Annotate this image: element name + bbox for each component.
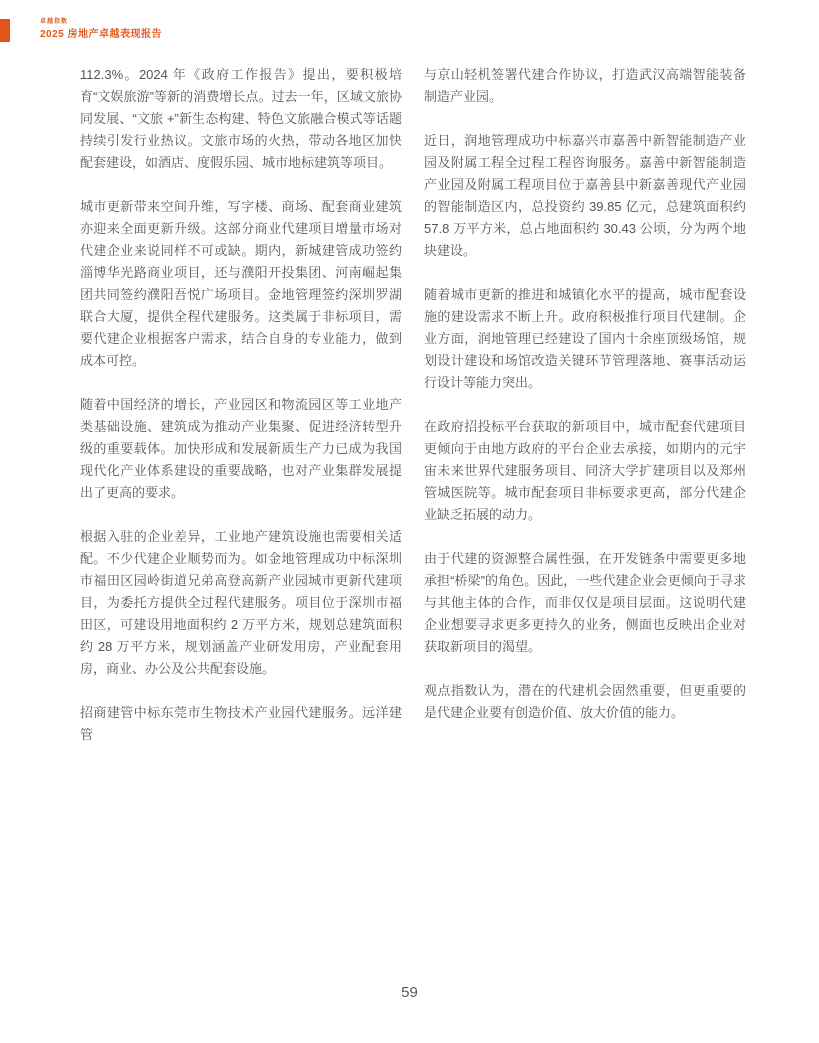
paragraph: 城市更新带来空间升维，写字楼、商场、配套商业建筑亦迎来全面更新升级。这部分商业代建项目增量市场对代建企业来说同样不可或缺。期内，新城建管成功签约淄博华光路商业项目，还与濮阳开投集团、河南崛起集团共同签约濮阳吾悦广场项目。金地管理签约深圳罗湖联合大厦，提供全程代建服务。这类属于非标项目，需要代建企业根据客户需求，结合自身的专业能力，做到成本可控。 [80, 199, 402, 368]
report-title: 2025 房地产卓越表现报告 [40, 29, 163, 40]
paragraph: 随着城市更新的推进和城镇化水平的提高，城市配套设施的建设需求不断上升。政府积极推行项目代建制。企业方面，润地管理已经建设了国内十余座顶级场馆，规划设计建设和场馆改造关键环节管理落地、赛事活动运行设计等能力突出。 [424, 287, 746, 390]
paragraph: 由于代建的资源整合属性强，在开发链条中需要更多地承担“桥梁”的角色。因此，一些代建企业会更倾向于寻求与其他主体的合作，而非仅仅是项目层面。这说明代建企业想要寻求更多更持久的业务，侧面也反映出企业对获取新项目的渴望。 [424, 551, 746, 654]
page-number: 59 [401, 984, 418, 1001]
paragraph: 与京山轻机签署代建合作协议，打造武汉高端智能装备制造产业园。 [424, 67, 746, 104]
paragraph: 在政府招投标平台获取的新项目中，城市配套代建项目更倾向于由地方政府的平台企业去承接，如期内的元宇宙未来世界代建服务项目、同济大学扩建项目以及郑州管城医院等。城市配套项目非标要求更高，部分代建企业缺乏拓展的动力。 [424, 419, 746, 522]
brand-accent-bar [0, 19, 10, 42]
left-column [80, 64, 402, 768]
paragraph: 随着中国经济的增长，产业园区和物流园区等工业地产类基础设施、建筑成为推动产业集聚、促进经济转型升级的重要载体。加快形成和发展新质生产力已成为我国现代化产业体系建设的重要战略，也对产业集群发展提出了更高的要求。 [80, 397, 402, 500]
paragraph: 根据入驻的企业差异，工业地产建筑设施也需要相关适配。不少代建企业顺势而为。如金地管理成功中标深圳市福田区园岭街道兄弟高登高新产业园城市更新代建项目，为委托方提供全过程代建服务。项目位于深圳市福田区，可建设用地面积约 2 万平方米，规划总建筑面积约 28 万平方米，规划涵盖产业研发用房，产业配套用房，商业、办公及公共配套设施。 [80, 529, 402, 676]
paragraph: 招商建管中标东莞市生物技术产业园代建服务。远洋建管 [80, 705, 402, 742]
paragraph: 112.3%。2024 年《政府工作报告》提出，要积极培育“文娱旅游”等新的消费增长点。过去一年，区域文旅协同发展、“文旅 +”新生态构建、特色文旅融合模式等话题持续引发行业热议。文旅市场的火热，带动各地区加快配套建设，如酒店、度假乐园、城市地标建筑等项目。 [80, 67, 402, 170]
right-column [424, 64, 746, 746]
paragraph: 近日，润地管理成功中标嘉兴市嘉善中新智能制造产业园及附属工程全过程工程咨询服务。嘉善中新智能制造产业园及附属工程项目位于嘉善县中新嘉善现代产业园的智能制造区内，总投资约 39.85 亿元，总建筑面积约 57.8 万平方米，总占地面积约 30.43 公顷，分为两个地块建设。 [424, 133, 746, 258]
paragraph: 观点指数认为，潜在的代建机会固然重要，但更重要的是代建企业要有创造价值、放大价值的能力。 [424, 683, 746, 720]
report-header [40, 18, 162, 41]
brand-subtitle: 卓越指数 [40, 19, 69, 25]
